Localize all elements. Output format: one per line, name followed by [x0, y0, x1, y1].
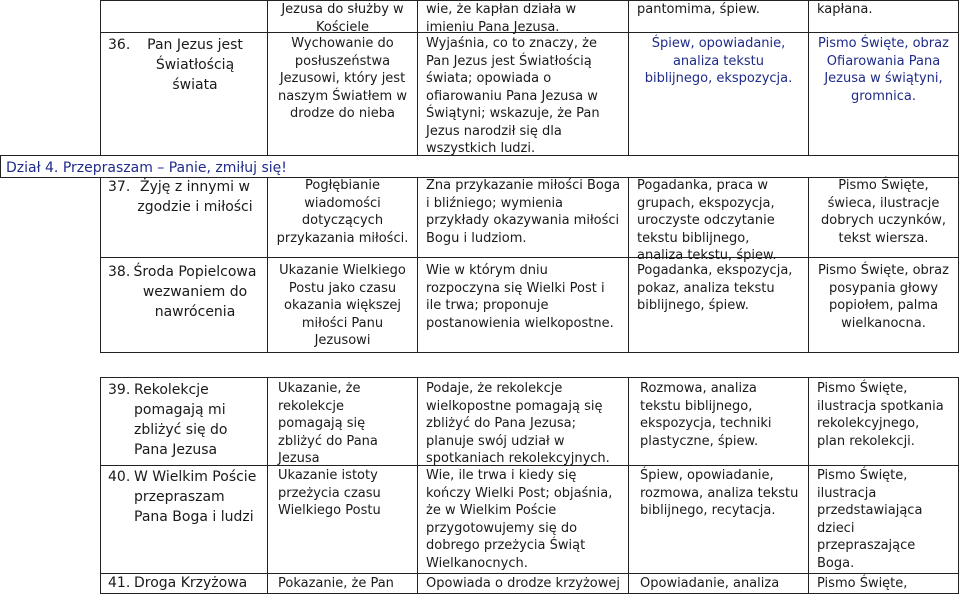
lesson-title: Środa Popielcowa wezwaniem do nawrócenia — [133, 264, 257, 320]
lesson-number: 36. — [108, 37, 131, 53]
lesson-title: Pan Jezus jest Światłością świata — [147, 37, 243, 93]
content-cell: Podaje, że rekolekcje wielkopostne pomagają się zbliżyć do Pana Jezusa; planuje swój udział w spotkaniach rekolekcyjnych. — [426, 381, 610, 466]
methods-cell: Pogadanka, praca w grupach, ekspozycja, uroczyste odczytanie tekstu biblijnego, analiza tekstu, śpiew. — [637, 178, 777, 263]
content-cell: Wie w którym dniu rozpoczyna się Wielki Post i ile trwa; proponuje postanowienia wielkopostne. — [426, 263, 614, 331]
lesson-number: 38. — [108, 264, 131, 280]
lesson-number: 37. — [108, 179, 131, 195]
methods-cell: Śpiew, opowiadanie, analiza tekstu biblijnego, ekspozycja. — [644, 36, 793, 86]
methods-cell: Pogadanka, ekspozycja, pokaz, analiza tekstu biblijnego, śpiew. — [637, 263, 793, 313]
goal-cell: Ukazanie istoty przeżycia czasu Wielkiego Postu — [278, 468, 381, 518]
goal-cell: Ukazanie Wielkiego Postu jako czasu okazania większej miłości Panu Jezusowi — [279, 263, 406, 348]
lesson-title: W Wielkim Poście przepraszam Pana Boga i ludzi — [134, 469, 257, 525]
lesson-title: Rekolekcje pomagają mi zbliżyć się do Pana Jezusa — [134, 382, 228, 458]
means-cell: Pismo Święte, ilustracja spotkania rekolekcyjnego, plan rekolekcji. — [817, 381, 944, 449]
means-cell: Pismo Święte, obraz posypania głowy popiołem, palma wielkanocna. — [818, 263, 949, 331]
section-heading: Dział 4. Przepraszam – Panie, zmiłuj się! — [6, 160, 287, 176]
means-cell: kapłana. — [817, 2, 873, 17]
means-cell: Pismo Święte, świeca, ilustracje dobrych uczynków, tekst wiersza. — [821, 178, 946, 246]
goal-cell: Pokazanie, że Pan — [278, 576, 394, 591]
means-cell: Pismo Święte, ilustracja przedstawiająca dzieci przepraszające Boga. — [817, 468, 923, 571]
content-cell: wie, że kapłan działa w imieniu Pana Jezusa. — [426, 2, 577, 35]
lesson-number: 39. — [108, 382, 131, 398]
methods-cell: Rozmowa, analiza tekstu biblijnego, ekspozycja, techniki plastyczne, śpiew. — [640, 381, 772, 449]
lesson-number: 41. — [108, 575, 131, 591]
means-cell: Pismo Święte, obraz Ofiarowania Pana Jezusa w świątyni, gromnica. — [818, 36, 949, 104]
goal-cell: Jezusa do służby w Kościele — [281, 2, 404, 35]
goal-cell: Wychowanie do posłuszeństwa Jezusowi, który jest naszym Światłem w drodze do nieba — [278, 36, 407, 121]
methods-cell: Opowiadanie, analiza — [640, 576, 780, 591]
lesson-title: Droga Krzyżowa — [134, 575, 248, 591]
lesson-number: 40. — [108, 469, 131, 485]
methods-cell: pantomima, śpiew. — [637, 2, 760, 17]
content-cell: Opowiada o drodze krzyżowej — [426, 576, 620, 591]
means-cell: Pismo Święte, — [817, 576, 908, 591]
goal-cell: Pogłębianie wiadomości dotyczących przykazania miłości. — [276, 178, 409, 246]
methods-cell: Śpiew, opowiadanie, rozmowa, analiza tekstu biblijnego, recytacja. — [640, 468, 799, 518]
content-cell: Zna przykazanie miłości Boga i bliźniego; wymienia przykłady okazywania miłości Bogu i ludziom. — [426, 178, 621, 246]
lesson-title: Żyję z innymi w zgodzie i miłości — [137, 179, 253, 215]
content-cell: Wyjaśnia, co to znaczy, że Pan Jezus jest Światłością świata; opowiada o ofiarowaniu Pana Jezusa w Świątyni; wskazuje, że Pan Jezus narodził się dla wszystkich ludzi. — [426, 36, 600, 156]
goal-cell: Ukazanie, że rekolekcje pomagają się zbliżyć do Pana Jezusa — [278, 381, 378, 466]
content-cell: Wie, ile trwa i kiedy się kończy Wielki Post; objaśnia, że w Wielkim Poście przygotowujemy się do dobrego przeżycia Świąt Wielkanocnych. — [426, 468, 613, 571]
